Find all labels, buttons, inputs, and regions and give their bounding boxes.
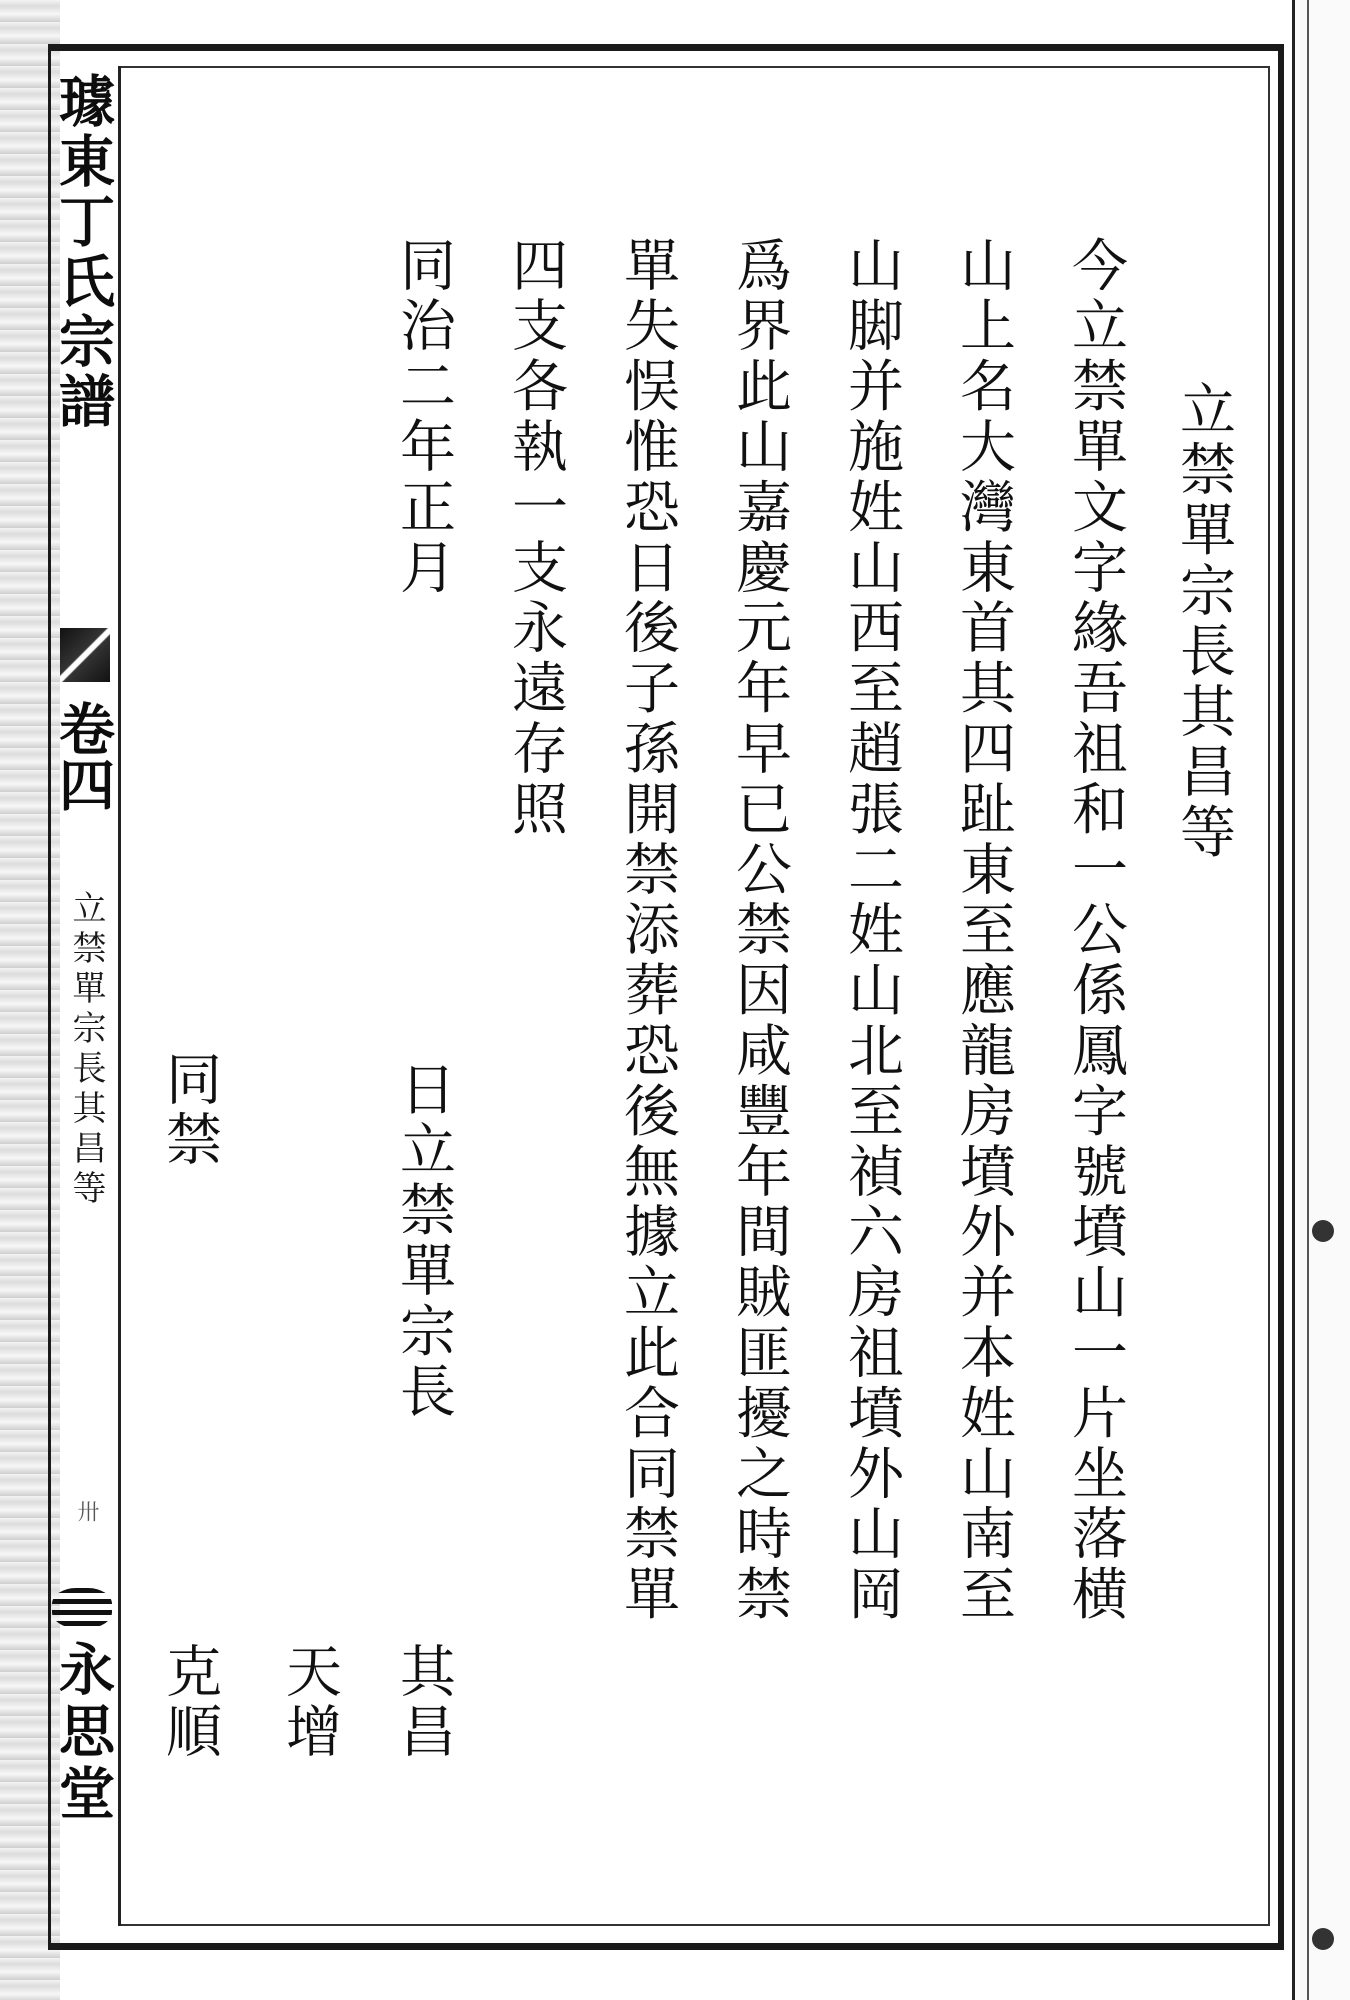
co-sign-label: 同禁 <box>157 1050 222 1171</box>
body-column-5: 單失悮惟恐日後子孫開禁添葬恐後無據立此合同禁單 <box>615 236 680 1626</box>
body-column-2: 山上名大灣東首其四趾東至應龍房墳外并本姓山南至 <box>951 236 1016 1626</box>
body-column-1: 今立禁單文字緣吾祖和一公係鳳字號墳山一片坐落横 <box>1063 236 1128 1626</box>
right-page-edge <box>1292 0 1350 2000</box>
signer-tianzeng: 天增 <box>277 1642 342 1763</box>
margin-divider-line <box>118 66 121 1926</box>
binding-hole <box>1312 1220 1334 1242</box>
document-heading: 立禁單宗長其昌等 <box>1171 380 1236 864</box>
signer-qichang: 其昌 <box>391 1642 456 1763</box>
body-column-4: 爲界此山嘉慶元年早已公禁因咸豐年間賊匪擾之時禁 <box>727 236 792 1626</box>
genealogy-title: 璩東丁氏宗譜 <box>50 72 116 432</box>
volume-label: 卷四 <box>50 700 116 812</box>
body-column-3: 山脚并施姓山西至趙張二姓山北至禎六房祖墳外山岡 <box>839 236 904 1626</box>
signer-title-column: 日立禁單宗長 <box>391 1060 456 1423</box>
page-number: 卅 <box>74 1500 99 1522</box>
signer-keshun: 克順 <box>157 1642 222 1763</box>
date-column: 同治二年正月 <box>391 236 456 599</box>
wave-ornament <box>52 1588 112 1628</box>
fishtail-mark <box>60 628 110 682</box>
body-column-6: 四支各執一支永遠存照 <box>503 236 568 840</box>
hall-name: 永思堂 <box>50 1640 116 1826</box>
binding-hole <box>1312 1928 1334 1950</box>
section-title: 立禁單宗長其昌等 <box>66 890 106 1210</box>
